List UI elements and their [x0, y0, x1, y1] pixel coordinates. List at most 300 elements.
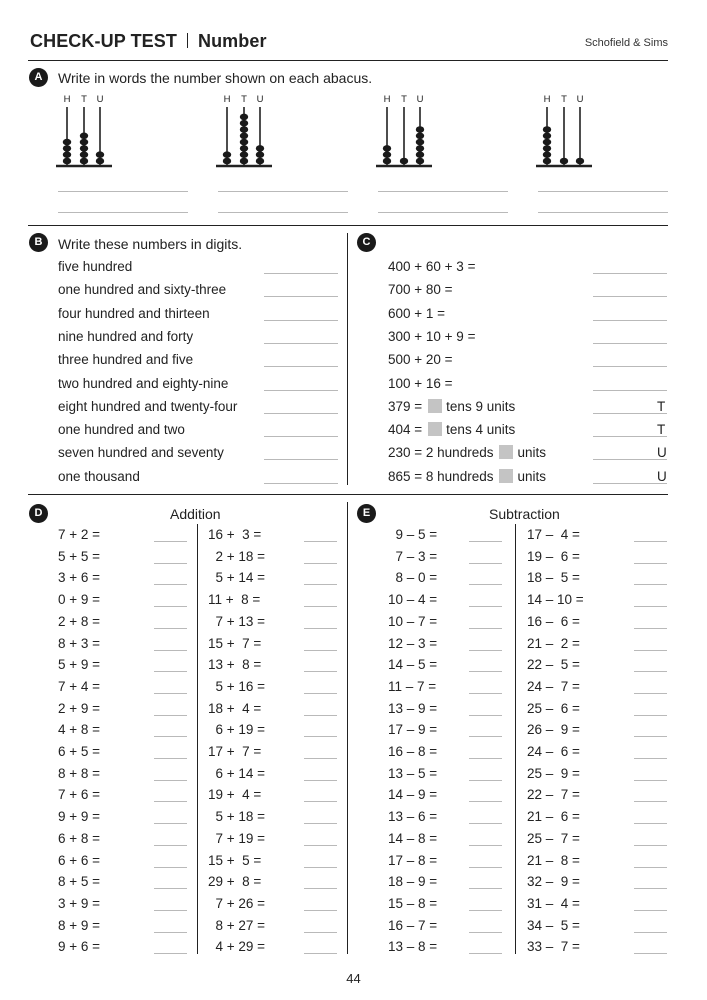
abacus-bead	[63, 158, 71, 165]
addition-sum: 7 + 13 =	[208, 613, 266, 629]
section-a-instruction: Write in words the number shown on each abacus.	[58, 70, 373, 86]
abacus-bead	[96, 158, 104, 165]
addition-sum: 6 + 8 =	[58, 830, 101, 846]
abacus-drawing	[536, 93, 596, 169]
addition-answer-line[interactable]	[154, 671, 187, 672]
addition-answer-line[interactable]	[304, 780, 337, 781]
addition-answer-line[interactable]	[304, 888, 337, 889]
subtraction-sum: 17 – 4 =	[527, 527, 580, 542]
abacus-bead	[416, 133, 424, 140]
expression-text: 300 + 10 + 9 =	[388, 328, 476, 344]
subtraction-answer-line[interactable]	[469, 736, 502, 737]
abacus-column-label: U	[576, 94, 584, 105]
place-value-item	[388, 329, 475, 344]
abacus-4	[536, 93, 596, 169]
addition-answer-line[interactable]	[304, 606, 337, 607]
subtraction-answer-line[interactable]	[634, 888, 667, 889]
subtraction-sum: 7 – 3 =	[388, 548, 438, 564]
addition-sum: 6 + 6 =	[58, 852, 101, 868]
addition-answer-line[interactable]	[154, 715, 187, 716]
abacus-column-label: T	[561, 94, 567, 105]
subtraction-answer-line[interactable]	[469, 693, 502, 694]
subtraction-sum: 8 – 0 =	[388, 570, 438, 586]
digits-answer-line[interactable]	[264, 436, 338, 437]
addition-sum: 7 + 2 =	[58, 527, 101, 542]
expression-answer-line[interactable]	[593, 483, 667, 484]
subtraction-answer-line[interactable]	[634, 715, 667, 716]
abacus-answer-line[interactable]	[58, 212, 188, 213]
abacus-answer-line[interactable]	[218, 191, 348, 192]
expression-answer-line[interactable]	[593, 459, 667, 460]
answer-box[interactable]	[499, 469, 513, 483]
addition-sum: 7 + 19 =	[208, 830, 266, 846]
digits-answer-line[interactable]	[264, 273, 338, 274]
subtraction-sum: 22 – 5 =	[527, 657, 580, 673]
abacus-bead	[240, 158, 248, 165]
place-value-item	[388, 259, 475, 274]
number-words-item: two hundred and eighty-nine	[58, 375, 229, 391]
abacus-column-label: U	[256, 94, 264, 105]
expression-answer-line[interactable]	[593, 366, 667, 367]
expression-answer-line[interactable]	[593, 436, 667, 437]
subtraction-answer-line[interactable]	[634, 736, 667, 737]
subtraction-answer-line[interactable]	[634, 584, 667, 585]
subtraction-sum: 18 – 5 =	[527, 570, 580, 586]
subtraction-answer-line[interactable]	[634, 758, 667, 759]
expression-text-after-box: tens 4 units	[446, 422, 516, 438]
digits-answer-line[interactable]	[264, 296, 338, 297]
subtraction-answer-line[interactable]	[634, 671, 667, 672]
subtraction-sum: 9 – 5 =	[388, 527, 438, 542]
subtraction-answer-line[interactable]	[634, 910, 667, 911]
expression-answer-line[interactable]	[593, 320, 667, 321]
addition-sum: 5 + 14 =	[208, 570, 266, 586]
addition-answer-line[interactable]	[304, 953, 337, 954]
addition-answer-line[interactable]	[154, 563, 187, 564]
abacus-bead	[240, 114, 248, 121]
number-words-item: seven hundred and seventy	[58, 445, 224, 461]
subtraction-sum: 25 – 6 =	[527, 700, 580, 716]
abacus-drawing	[56, 93, 116, 169]
digits-answer-line[interactable]	[264, 366, 338, 367]
subtraction-answer-line[interactable]	[634, 563, 667, 564]
abacus-bead	[576, 158, 584, 165]
abacus-bead	[80, 133, 88, 140]
expression-text: 865 = 8 hundreds	[388, 468, 494, 484]
subtraction-answer-line[interactable]	[469, 823, 502, 824]
expression-answer-line[interactable]	[593, 390, 667, 391]
subtraction-sum: 14 – 8 =	[388, 830, 438, 846]
subtraction-sum: 17 – 9 =	[388, 722, 438, 738]
expression-text: 100 + 16 =	[388, 375, 453, 391]
addition-answer-line[interactable]	[304, 823, 337, 824]
subtraction-answer-line[interactable]	[469, 606, 502, 607]
abacus-column-label: T	[81, 94, 87, 105]
subtraction-sum: 31 – 4 =	[527, 895, 580, 911]
number-words-item: three hundred and five	[58, 352, 194, 368]
subtraction-sum: 24 – 6 =	[527, 744, 580, 759]
place-value-item	[388, 445, 546, 460]
header-divider	[28, 60, 668, 61]
section-b-badge: B	[29, 233, 48, 252]
abacus-bead	[400, 158, 408, 165]
addition-sum: 9 + 6 =	[58, 939, 101, 955]
addition-answer-line[interactable]	[154, 780, 187, 781]
expression-text: 404 =	[388, 422, 423, 438]
subtraction-sum: 16 – 8 =	[388, 744, 438, 759]
addition-sum: 7 + 26 =	[208, 895, 266, 911]
expression-answer-line[interactable]	[593, 343, 667, 344]
subtraction-col-divider	[515, 524, 516, 954]
subtraction-answer-line[interactable]	[469, 845, 502, 846]
subtraction-answer-line[interactable]	[469, 758, 502, 759]
addition-answer-line[interactable]	[304, 758, 337, 759]
abacus-bead	[543, 139, 551, 146]
addition-sum: 5 + 16 =	[208, 678, 266, 694]
expression-text: 600 + 1 =	[388, 305, 446, 321]
abacus-bead	[383, 151, 391, 158]
abacus-answer-line[interactable]	[58, 191, 188, 192]
unit-label: T	[657, 422, 666, 438]
abacus-bead	[80, 139, 88, 146]
addition-sum: 18 + 4 =	[208, 700, 262, 716]
subtraction-sum: 25 – 9 =	[527, 765, 580, 781]
abacus-column-label: U	[96, 94, 104, 105]
abacus-column-label: H	[543, 94, 551, 105]
addition-sum: 6 + 19 =	[208, 722, 266, 738]
number-words-item: eight hundred and twenty-four	[58, 398, 238, 414]
expression-text: 500 + 20 =	[388, 352, 453, 368]
addition-answer-line[interactable]	[304, 801, 337, 802]
subtraction-answer-line[interactable]	[469, 650, 502, 651]
subtraction-answer-line[interactable]	[634, 628, 667, 629]
abacus-bead	[80, 158, 88, 165]
section-bc-divider	[28, 494, 668, 495]
answer-box[interactable]	[428, 399, 442, 413]
addition-answer-line[interactable]	[154, 845, 187, 846]
abacus-bead	[560, 158, 568, 165]
abacus-bead	[543, 126, 551, 133]
subtraction-sum: 32 – 9 =	[527, 874, 580, 890]
addition-sum: 8 + 9 =	[58, 917, 101, 933]
addition-sum: 17 + 7 =	[208, 744, 262, 759]
abacus-bead	[416, 158, 424, 165]
bc-divider	[347, 233, 348, 485]
addition-sum: 2 + 9 =	[58, 700, 101, 716]
subtraction-sum: 18 – 9 =	[388, 874, 438, 890]
abacus-bead	[80, 151, 88, 158]
expression-text: 700 + 80 =	[388, 282, 453, 298]
addition-sum: 5 + 9 =	[58, 657, 101, 673]
subtraction-answer-line[interactable]	[634, 780, 667, 781]
addition-sum: 13 + 8 =	[208, 657, 262, 673]
subtraction-answer-line[interactable]	[634, 693, 667, 694]
addition-sum: 16 + 3 =	[208, 527, 262, 542]
subtraction-answer-line[interactable]	[469, 671, 502, 672]
subtraction-sum: 16 – 6 =	[527, 613, 580, 629]
section-c-badge: C	[357, 233, 376, 252]
answer-box[interactable]	[499, 445, 513, 459]
addition-answer-line[interactable]	[154, 584, 187, 585]
subtraction-sum: 34 – 5 =	[527, 917, 580, 933]
subtraction-sum: 13 – 6 =	[388, 809, 438, 825]
abacus-bead	[63, 139, 71, 146]
subtraction-answer-line[interactable]	[469, 628, 502, 629]
abacus-column-label: U	[416, 94, 424, 105]
subtraction-answer-line[interactable]	[634, 606, 667, 607]
expression-answer-line[interactable]	[593, 273, 667, 274]
digits-answer-line[interactable]	[264, 343, 338, 344]
number-words-item: nine hundred and forty	[58, 328, 194, 344]
abacus-answer-line[interactable]	[378, 191, 508, 192]
subtraction-sum: 16 – 7 =	[388, 917, 438, 933]
abacus-bead	[240, 133, 248, 140]
section-a-badge: A	[29, 68, 48, 87]
addition-sum: 8 + 5 =	[58, 874, 101, 890]
addition-answer-line[interactable]	[154, 953, 187, 954]
test-title: CHECK-UP TEST	[30, 31, 177, 51]
addition-sum: 8 + 8 =	[58, 765, 101, 781]
addition-answer-line[interactable]	[154, 541, 187, 542]
abacus-bead	[416, 145, 424, 152]
addition-answer-line[interactable]	[304, 845, 337, 846]
place-value-item	[388, 306, 445, 321]
publisher-name: Schofield & Sims	[584, 37, 668, 49]
test-subject: Number	[197, 31, 267, 51]
answer-box[interactable]	[428, 422, 442, 436]
subtraction-answer-line[interactable]	[469, 801, 502, 802]
addition-answer-line[interactable]	[154, 867, 187, 868]
number-words-item: one hundred and two	[58, 422, 185, 438]
number-words-item: one hundred and sixty-three	[58, 282, 227, 298]
subtraction-answer-line[interactable]	[634, 541, 667, 542]
place-value-item	[388, 469, 546, 484]
place-value-item	[388, 376, 453, 391]
abacus-bead	[63, 151, 71, 158]
abacus-bead	[543, 145, 551, 152]
addition-answer-line[interactable]	[304, 650, 337, 651]
digits-answer-line[interactable]	[264, 483, 338, 484]
addition-sum: 8 + 27 =	[208, 917, 266, 933]
addition-answer-line[interactable]	[154, 888, 187, 889]
abacus-bead	[80, 145, 88, 152]
subtraction-answer-line[interactable]	[634, 867, 667, 868]
subtraction-sum: 19 – 6 =	[527, 548, 580, 564]
expression-text-after-box: units	[517, 445, 546, 461]
addition-sum: 6 + 14 =	[208, 765, 266, 781]
unit-label: U	[657, 468, 667, 484]
subtraction-sum: 14 – 10 =	[527, 592, 584, 608]
subtraction-sum: 12 – 3 =	[388, 635, 438, 651]
title-separator	[187, 33, 188, 48]
subtraction-answer-line[interactable]	[634, 845, 667, 846]
subtraction-sum: 10 – 4 =	[388, 592, 438, 608]
addition-answer-line[interactable]	[154, 628, 187, 629]
abacus-bead	[543, 151, 551, 158]
addition-sum: 4 + 29 =	[208, 939, 266, 955]
addition-col-divider	[197, 524, 198, 954]
abacus-column-label: H	[383, 94, 391, 105]
subtraction-sum: 11 – 7 =	[388, 678, 437, 694]
subtraction-sum: 21 – 6 =	[527, 809, 580, 825]
addition-answer-line[interactable]	[304, 671, 337, 672]
abacus-bead	[543, 133, 551, 140]
digits-answer-line[interactable]	[264, 413, 338, 414]
abacus-bead	[383, 145, 391, 152]
subtraction-answer-line[interactable]	[469, 563, 502, 564]
addition-answer-line[interactable]	[304, 736, 337, 737]
subtraction-sum: 17 – 8 =	[388, 852, 438, 868]
subtraction-sum: 13 – 5 =	[388, 765, 438, 781]
abacus-3	[376, 93, 436, 169]
addition-answer-line[interactable]	[154, 693, 187, 694]
number-words-item: five hundred	[58, 259, 133, 274]
addition-answer-line[interactable]	[154, 932, 187, 933]
abacus-2	[216, 93, 276, 169]
subtraction-answer-line[interactable]	[469, 541, 502, 542]
abacus-bead	[416, 126, 424, 133]
addition-answer-line[interactable]	[154, 823, 187, 824]
addition-answer-line[interactable]	[154, 736, 187, 737]
addition-answer-line[interactable]	[304, 563, 337, 564]
addition-answer-line[interactable]	[304, 910, 337, 911]
addition-sum: 9 + 9 =	[58, 809, 101, 825]
subtraction-answer-line[interactable]	[469, 888, 502, 889]
subtraction-answer-line[interactable]	[634, 823, 667, 824]
subtraction-answer-line[interactable]	[634, 953, 667, 954]
addition-sum: 6 + 5 =	[58, 744, 101, 759]
addition-answer-line[interactable]	[304, 584, 337, 585]
subtraction-answer-line[interactable]	[469, 584, 502, 585]
page-number: 44	[346, 971, 361, 986]
digits-answer-line[interactable]	[264, 320, 338, 321]
abacus-bead	[240, 120, 248, 127]
subtraction-answer-line[interactable]	[469, 715, 502, 716]
subtraction-sum: 33 – 7 =	[527, 939, 580, 955]
addition-sum: 0 + 9 =	[58, 592, 101, 608]
addition-sum: 2 + 18 =	[208, 548, 266, 564]
subtraction-sum: 22 – 7 =	[527, 787, 580, 803]
subtraction-answer-line[interactable]	[469, 910, 502, 911]
subtraction-answer-line[interactable]	[469, 932, 502, 933]
subtraction-sum: 21 – 2 =	[527, 635, 580, 651]
abacus-bead	[223, 158, 231, 165]
digits-answer-line[interactable]	[264, 390, 338, 391]
addition-sum: 8 + 3 =	[58, 635, 101, 651]
abacus-column-label: T	[401, 94, 407, 105]
abacus-bead	[240, 145, 248, 152]
subtraction-title: Subtraction	[489, 506, 560, 522]
addition-sum: 7 + 4 =	[58, 678, 101, 694]
abacus-bead	[256, 158, 264, 165]
addition-answer-line[interactable]	[304, 693, 337, 694]
subtraction-sum: 25 – 7 =	[527, 830, 580, 846]
subtraction-sum: 13 – 9 =	[388, 700, 438, 716]
expression-text: 379 =	[388, 398, 423, 414]
addition-answer-line[interactable]	[154, 801, 187, 802]
abacus-drawing	[376, 93, 436, 169]
addition-sum: 2 + 8 =	[58, 613, 101, 629]
addition-sum: 11 + 8 =	[208, 592, 261, 608]
expression-text: 230 = 2 hundreds	[388, 445, 494, 461]
subtraction-sum: 26 – 9 =	[527, 722, 580, 738]
addition-sum: 19 + 4 =	[208, 787, 262, 803]
abacus-bead	[63, 145, 71, 152]
expression-answer-line[interactable]	[593, 413, 667, 414]
addition-sum: 3 + 6 =	[58, 570, 101, 586]
expression-text-after-box: tens 9 units	[446, 398, 516, 414]
expression-text: 400 + 60 + 3 =	[388, 259, 476, 274]
subtraction-answer-line[interactable]	[634, 650, 667, 651]
subtraction-sum: 15 – 8 =	[388, 895, 438, 911]
addition-answer-line[interactable]	[304, 628, 337, 629]
place-value-item	[388, 282, 453, 297]
abacus-column-label: H	[63, 94, 71, 105]
abacus-answer-line[interactable]	[218, 212, 348, 213]
section-d-badge: D	[29, 504, 48, 523]
addition-sum: 4 + 8 =	[58, 722, 101, 738]
abacus-bead	[256, 151, 264, 158]
place-value-item	[388, 422, 515, 437]
addition-sum: 5 + 18 =	[208, 809, 266, 825]
subtraction-answer-line[interactable]	[469, 953, 502, 954]
addition-title: Addition	[170, 506, 221, 522]
number-words-item: one thousand	[58, 468, 140, 484]
subtraction-answer-line[interactable]	[634, 932, 667, 933]
place-value-item	[388, 352, 453, 367]
abacus-answer-line[interactable]	[538, 191, 668, 192]
section-b-instruction: Write these numbers in digits.	[58, 236, 243, 252]
addition-answer-line[interactable]	[304, 932, 337, 933]
addition-answer-line[interactable]	[154, 606, 187, 607]
number-words-item: four hundred and thirteen	[58, 305, 210, 321]
abacus-drawing	[216, 93, 276, 169]
addition-answer-line[interactable]	[304, 541, 337, 542]
section-a-divider	[28, 225, 668, 226]
addition-sum: 15 + 5 =	[208, 852, 262, 868]
addition-answer-line[interactable]	[154, 910, 187, 911]
subtraction-sum: 21 – 8 =	[527, 852, 580, 868]
section-e-badge: E	[357, 504, 376, 523]
subtraction-answer-line[interactable]	[634, 801, 667, 802]
subtraction-sum: 14 – 5 =	[388, 657, 438, 673]
expression-answer-line[interactable]	[593, 296, 667, 297]
abacus-bead	[96, 151, 104, 158]
abacus-bead	[256, 145, 264, 152]
abacus-answer-line[interactable]	[378, 212, 508, 213]
addition-answer-line[interactable]	[154, 758, 187, 759]
abacus-bead	[240, 151, 248, 158]
addition-answer-line[interactable]	[304, 867, 337, 868]
subtraction-answer-line[interactable]	[469, 867, 502, 868]
abacus-bead	[240, 139, 248, 146]
subtraction-answer-line[interactable]	[469, 780, 502, 781]
de-divider	[347, 502, 348, 954]
abacus-answer-line[interactable]	[538, 212, 668, 213]
abacus-bead	[543, 158, 551, 165]
page-title	[30, 31, 267, 52]
addition-answer-line[interactable]	[154, 650, 187, 651]
place-value-item	[388, 399, 515, 414]
abacus-1	[56, 93, 116, 169]
addition-answer-line[interactable]	[304, 715, 337, 716]
digits-answer-line[interactable]	[264, 459, 338, 460]
abacus-bead	[223, 151, 231, 158]
abacus-bead	[416, 139, 424, 146]
unit-label: T	[657, 398, 666, 414]
abacus-bead	[240, 126, 248, 133]
addition-sum: 3 + 9 =	[58, 895, 101, 911]
